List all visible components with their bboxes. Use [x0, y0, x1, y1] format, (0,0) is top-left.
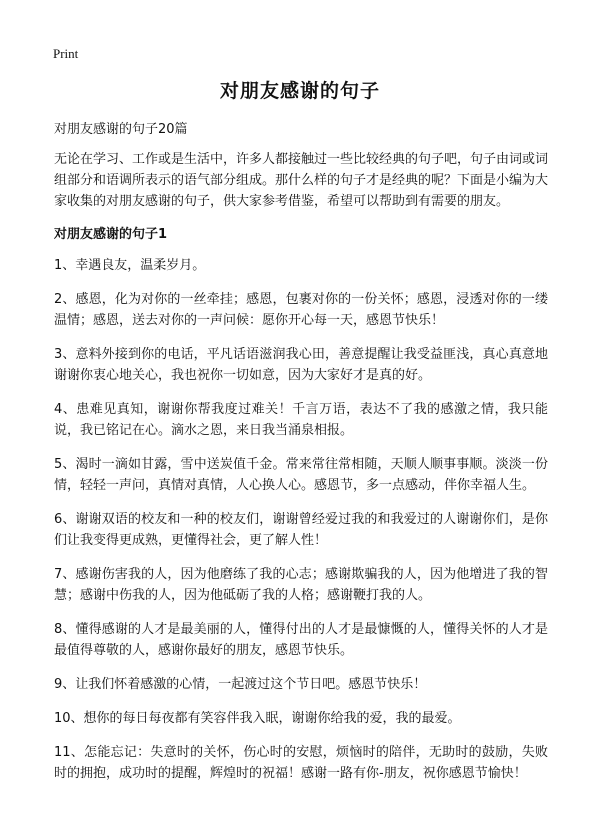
list-item: 7、感谢伤害我的人，因为他磨练了我的心志；感谢欺骗我的人，因为他增进了我的智慧；感谢中伤我的人，因为他砥砺了我的人格；感谢鞭打我的人。	[54, 567, 548, 603]
sentence-list	[54, 255, 548, 784]
list-item: 3、意料外接到你的电话，平凡话语滋润我心田，善意提醒让我受益匪浅，真心真意地谢谢你衷心地关心，我也祝你一切如意，因为大家好才是真的好。	[54, 347, 548, 383]
article-body	[54, 149, 548, 797]
list-item: 5、渴时一滴如甘露，雪中送炭值千金。常来常往常相随，天顺人顺事事顺。淡淡一份情，轻轻一声问，真情对真情，人心换人心。感恩节，多一点感动，伴你幸福人生。	[54, 457, 548, 493]
section-heading: 对朋友感谢的句子1	[54, 227, 168, 242]
print-link[interactable]: Print	[53, 46, 79, 61]
subtitle: 对朋友感谢的句子20篇	[54, 122, 188, 137]
list-item: 1、幸遇良友，温柔岁月。	[54, 258, 206, 273]
list-item: 6、谢谢双语的校友和一种的校友们，谢谢曾经爱过我的和我爱过的人谢谢你们，是你们让我变得更成熟，更懂得社会，更了解人性！	[54, 512, 548, 548]
list-item: 8、懂得感谢的人才是最美丽的人，懂得付出的人才是最慷慨的人，懂得关怀的人才是最值得尊敬的人，感谢你最好的朋友，感恩节快乐。	[54, 622, 548, 658]
list-item: 11、怎能忘记：失意时的关怀，伤心时的安慰，烦恼时的陪伴，无助时的鼓励，失败时的拥抱，成功时的提醒，辉煌时的祝福！感谢一路有你-朋友，祝你感恩节愉快！	[54, 745, 548, 781]
list-item: 4、患难见真知，谢谢你帮我度过难关！千言万语，表达不了我的感激之情，我只能说，我已铭记在心。滴水之恩，来日我当涌泉相报。	[54, 402, 548, 438]
list-item: 10、想你的每日每夜都有笑容伴我入眠，谢谢你给我的爱，我的最爱。	[54, 711, 461, 726]
list-item: 9、让我们怀着感激的心情，一起渡过这个节日吧。感恩节快乐！	[54, 677, 427, 692]
page-title: 对朋友感谢的句子	[219, 80, 380, 102]
intro-paragraph: 无论在学习、工作或是生活中，许多人都接触过一些比较经典的句子吧，句子由词或词组部分和语调所表示的语气部分组成。那什么样的句子才是经典的呢？下面是小编为大家收集的对朋友感谢的句子，供大家参考借鉴，希望可以帮助到有需要的朋友。	[54, 152, 549, 209]
list-item: 2、感恩，化为对你的一丝牵挂；感恩，包裹对你的一份关怀；感恩，浸透对你的一缕温情；感恩，送去对你的一声问候：愿你开心每一天，感恩节快乐！	[54, 292, 548, 328]
